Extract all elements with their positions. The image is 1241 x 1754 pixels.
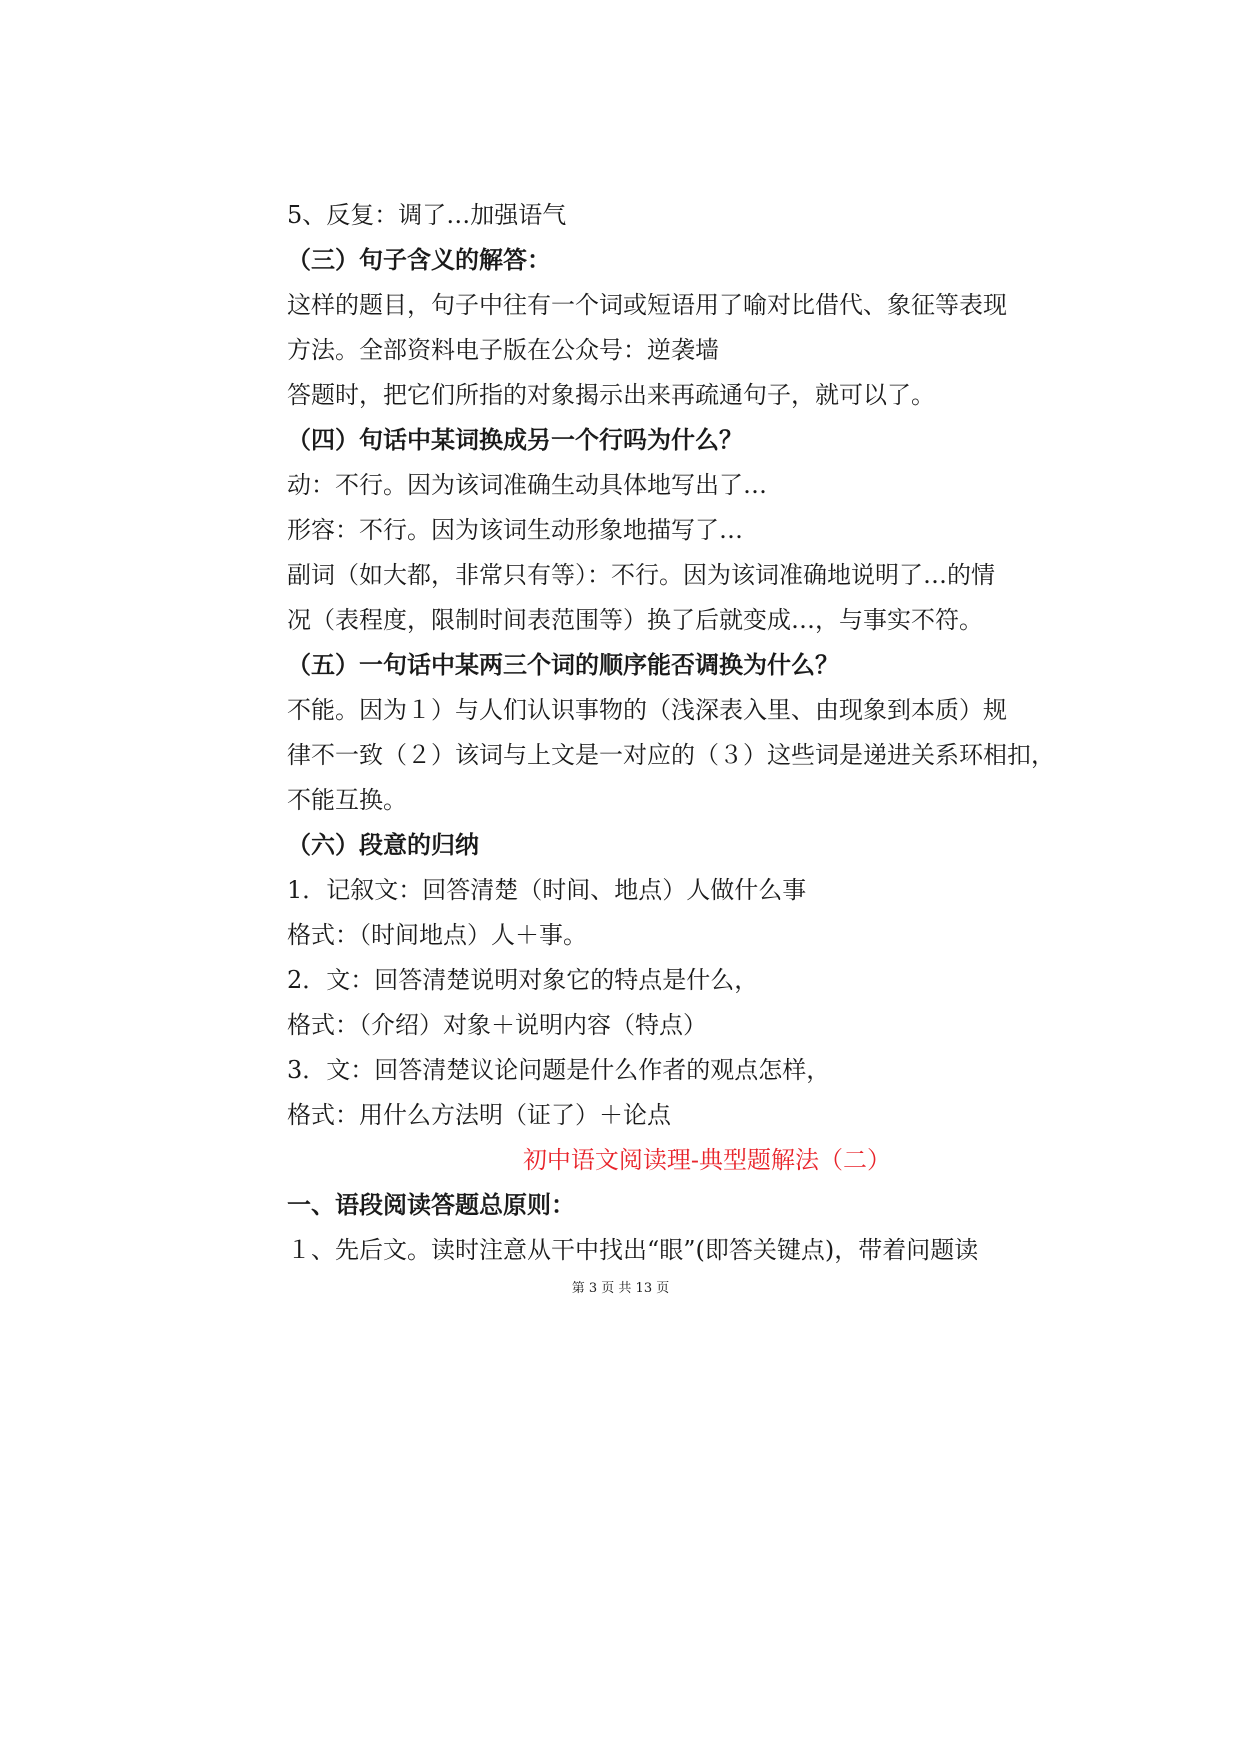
text-line: 律不一致（２）该词与上文是一对应的（３）这些词是递进关系环相扣， — [287, 741, 1055, 769]
text-line: １、先后文。读时注意从干中找出“眼”(即答关键点)，带着问题读 — [287, 1236, 979, 1264]
text-line: 动：不行。因为该词准确生动具体地写出了… — [287, 471, 767, 499]
text-line: 格式：（介绍）对象＋说明内容（特点） — [287, 1011, 707, 1039]
text-line: 这样的题目，句子中往有一个词或短语用了喻对比借代、象征等表现 — [287, 291, 1007, 319]
text-line: 不能互换。 — [287, 786, 407, 814]
text-line: 格式：用什么方法明（证了）＋论点 — [287, 1101, 671, 1129]
text-line: 副词（如大都，非常只有等）：不行。因为该词准确地说明了…的情 — [287, 561, 995, 589]
section-heading: （四）句话中某词换成另一个行吗为什么？ — [287, 426, 743, 454]
text-line: 答题时，把它们所指的对象揭示出来再疏通句子，就可以了。 — [287, 381, 935, 409]
section-heading: （三）句子含义的解答： — [287, 246, 551, 274]
section-heading: 一、语段阅读答题总原则： — [287, 1191, 575, 1219]
page-content — [287, 193, 1067, 1273]
text-line: 5、反复：调了…加强语气 — [287, 201, 567, 229]
text-line: 1．记叙文：回答清楚（时间、地点）人做什么事 — [287, 876, 807, 904]
section-heading: （六）段意的归纳 — [287, 831, 479, 859]
text-line: 2．文：回答清楚说明对象它的特点是什么， — [287, 966, 759, 994]
text-line: 不能。因为１）与人们认识事物的（浅深表入里、由现象到本质）规 — [287, 696, 1007, 724]
section-heading: （五）一句话中某两三个词的顺序能否调换为什么？ — [287, 651, 839, 679]
text-line: 3．文：回答清楚议论问题是什么作者的观点怎样， — [287, 1056, 831, 1084]
page-number-footer: 第 3 页 共 13 页 — [571, 1281, 670, 1296]
text-line: 方法。全部资料电子版在公众号：逆袭墙 — [287, 336, 719, 364]
text-line: 格式：（时间地点）人＋事。 — [287, 921, 587, 949]
text-line: 形容：不行。因为该词生动形象地描写了… — [287, 516, 743, 544]
text-line: 况（表程度，限制时间表范围等）换了后就变成…，与事实不符。 — [287, 606, 983, 634]
red-section-title: 初中语文阅读理-典型题解法（二） — [522, 1146, 892, 1174]
